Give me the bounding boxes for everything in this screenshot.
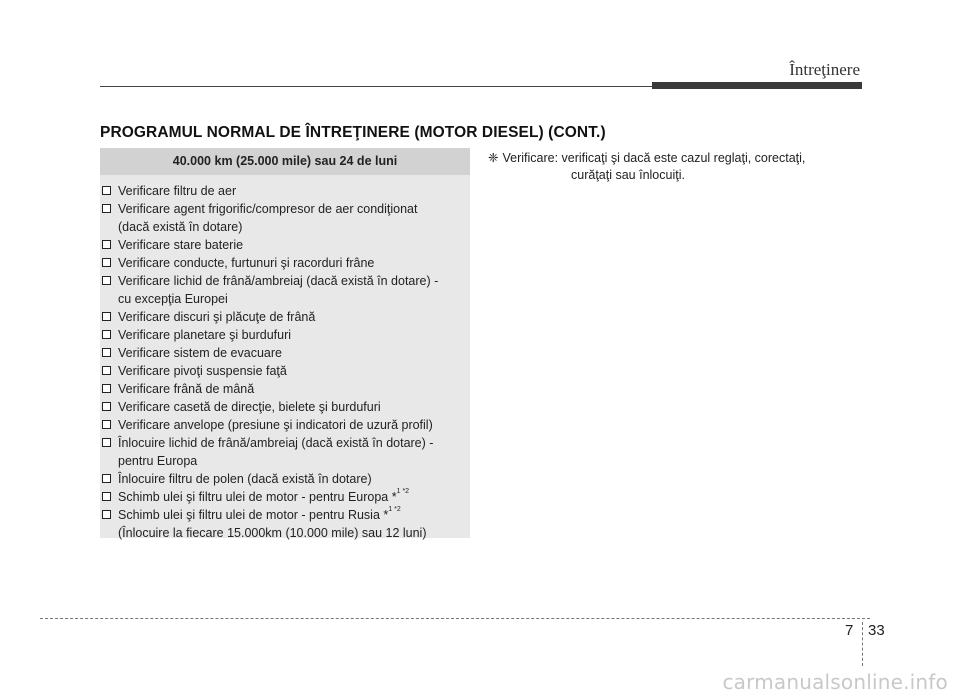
header-bar [652, 82, 862, 89]
checklist-item [100, 326, 470, 344]
checklist-item-text: Înlocuire filtru de polen (dacă există în dotare) [118, 472, 372, 486]
checklist-item-continuation: cu excepţia Europei [118, 292, 228, 306]
checklist-item-text: Verificare lichid de frână/ambreiaj (dacă există în dotare) - [118, 274, 439, 288]
checklist-item-text: Verificare agent frigorific/compresor de aer condiţionat [118, 202, 418, 216]
checkbox-square-icon [102, 204, 111, 213]
checklist-item-text: Verificare stare baterie [118, 238, 244, 252]
checkbox-square-icon [102, 492, 111, 501]
checklist-item [100, 488, 470, 506]
checklist-item [100, 308, 470, 326]
checklist-item [100, 506, 470, 542]
checkbox-square-icon [102, 258, 111, 267]
checkbox-square-icon [102, 510, 111, 519]
watermark: carmanualsonline.info [722, 670, 948, 694]
checklist-item [100, 434, 470, 470]
checklist-item-text: Verificare conducte, furtunuri şi racorduri frâne [118, 256, 375, 270]
checklist-item-continuation: (dacă există în dotare) [118, 220, 243, 234]
checklist-item [100, 254, 470, 272]
checklist-item-text: Înlocuire lichid de frână/ambreiaj (dacă există în dotare) - [118, 436, 434, 450]
footer-rule [40, 618, 870, 619]
checklist-item-text: Verificare discuri şi plăcuţe de frână [118, 310, 316, 324]
panel-heading: 40.000 km (25.000 mile) sau 24 de luni [100, 148, 470, 175]
checklist-item [100, 200, 470, 236]
maintenance-panel [100, 148, 470, 538]
checklist-item-text: Verificare pivoţi suspensie faţă [118, 364, 287, 378]
checkbox-square-icon [102, 366, 111, 375]
note-line-2: curăţaţi sau înlocuiţi. [571, 168, 685, 182]
note-symbol-icon: ❈ [488, 151, 499, 165]
chapter-number: 7 [845, 622, 854, 639]
header-title: Întreţinere [789, 60, 860, 79]
checkbox-square-icon [102, 420, 111, 429]
header-rule [100, 86, 652, 87]
checklist-item-text: Verificare frână de mână [118, 382, 255, 396]
note-line-1: Verificare: verificaţi şi dacă este cazul reglaţi, corectaţi, [502, 151, 806, 165]
checklist-item [100, 236, 470, 254]
checklist-item [100, 398, 470, 416]
checkbox-square-icon [102, 474, 111, 483]
checklist-item-text: Verificare filtru de aer [118, 184, 237, 198]
checkbox-square-icon [102, 384, 111, 393]
checklist-item [100, 380, 470, 398]
checkbox-square-icon [102, 348, 111, 357]
checklist [100, 175, 470, 542]
checkbox-square-icon [102, 402, 111, 411]
checklist-item [100, 344, 470, 362]
checklist-item-text: Verificare sistem de evacuare [118, 346, 282, 360]
checklist-item-text: Schimb ulei şi filtru ulei de motor - pentru Rusia * [118, 508, 389, 522]
checklist-item [100, 362, 470, 380]
checklist-item-continuation: (Înlocuire la fiecare 15.000km (10.000 mile) sau 12 luni) [118, 526, 427, 540]
page-number: 33 [868, 622, 885, 639]
checkbox-square-icon [102, 276, 111, 285]
checkbox-square-icon [102, 330, 111, 339]
checklist-item-text: Verificare casetă de direcţie, bielete şi burdufuri [118, 400, 381, 414]
footnote-marker: 1 *2 [388, 506, 401, 513]
checkbox-square-icon [102, 240, 111, 249]
section-title: PROGRAMUL NORMAL DE ÎNTREŢINERE (MOTOR DIESEL) (CONT.) [100, 124, 606, 141]
checklist-item-text: Verificare planetare şi burdufuri [118, 328, 292, 342]
checkbox-square-icon [102, 312, 111, 321]
checklist-item [100, 272, 470, 308]
checklist-item [100, 182, 470, 200]
checkbox-square-icon [102, 438, 111, 447]
page-separator [862, 622, 863, 666]
note [488, 150, 858, 184]
checkbox-square-icon [102, 186, 111, 195]
footnote-marker: 1 *2 [396, 488, 410, 495]
checklist-item [100, 470, 470, 488]
checklist-item-text: Schimb ulei şi filtru ulei de motor - pentru Europa * [118, 490, 397, 504]
checklist-item [100, 416, 470, 434]
checklist-item-continuation: pentru Europa [118, 454, 198, 468]
checklist-item-text: Verificare anvelope (presiune şi indicatori de uzură profil) [118, 418, 433, 432]
